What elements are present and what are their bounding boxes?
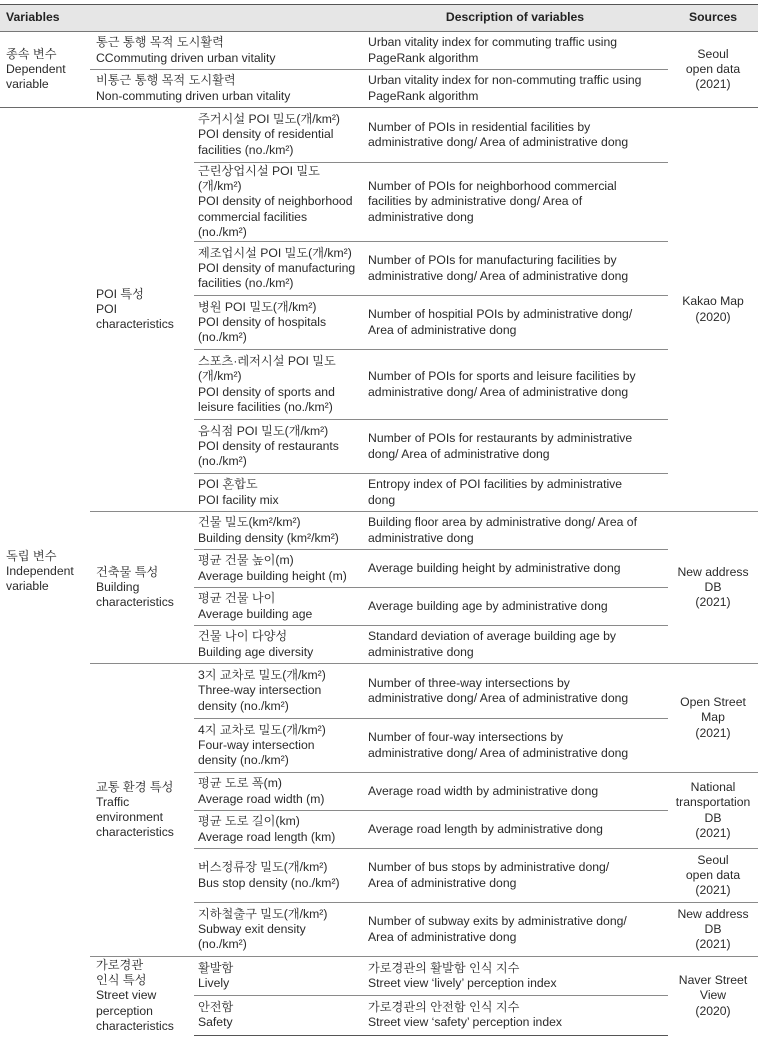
table-row bbox=[0, 957, 758, 996]
building-var-name: 평균 건물 높이(m) Average building height (m) bbox=[194, 550, 362, 588]
source-seoul-open-data: Seoul open data (2021) bbox=[668, 849, 758, 903]
dependent-label: 종속 변수 Dependent variable bbox=[6, 46, 66, 92]
dependent-var-name: 비통근 통행 목적 도시활력 Non-commuting driven urban vitality bbox=[90, 70, 362, 108]
poi-var-name: 제조업시설 POI 밀도(개/km²) POI density of manufacturing facilities (no./km²) bbox=[194, 242, 362, 296]
poi-group-label: POI 특성 POI characteristics bbox=[90, 108, 194, 512]
traffic-var-name: 평균 도로 길이(km) Average road length (km) bbox=[194, 811, 362, 849]
source-new-address-db: New address DB (2021) bbox=[668, 903, 758, 957]
poi-var-desc: Number of POIs for neighborhood commercial facilities by administrative dong/ Area of administrative dong bbox=[362, 163, 668, 242]
poi-var-desc: Number of POIs for manufacturing facilities by administrative dong/ Area of administrative dong bbox=[362, 242, 668, 296]
source-kakao-map: Kakao Map (2020) bbox=[668, 108, 758, 512]
header-sources: Sources bbox=[668, 5, 758, 32]
streetview-var-desc: 가로경관의 안전함 인식 지수 Street view ‘safety’ perception index bbox=[362, 996, 668, 1035]
source-seoul-open-data: Seoul open data (2021) bbox=[685, 46, 741, 92]
traffic-var-desc: Number of three-way intersections by administrative dong/ Area of administrative dong bbox=[362, 664, 668, 719]
traffic-var-name: 버스정류장 밀도(개/km²) Bus stop density (no./km²) bbox=[194, 849, 362, 903]
building-var-name: 건물 밀도(km²/km²) Building density (km²/km²) bbox=[194, 512, 362, 550]
streetview-var-name: 안전함 Safety bbox=[194, 996, 362, 1035]
streetview-var-desc: 가로경관의 활발함 인식 지수 Street view ‘lively’ perception index bbox=[362, 957, 668, 996]
building-var-desc: Average building age by administrative dong bbox=[362, 588, 668, 626]
traffic-var-desc: Number of four-way intersections by administrative dong/ Area of administrative dong bbox=[362, 719, 668, 773]
traffic-var-name: 4지 교차로 밀도(개/km²) Four-way intersection density (no./km²) bbox=[194, 719, 362, 773]
table-row bbox=[0, 664, 758, 719]
poi-var-name: POI 혼합도 POI facility mix bbox=[194, 474, 362, 512]
source-open-street-map: Open Street Map (2021) bbox=[668, 664, 758, 773]
traffic-var-desc: Average road width by administrative dong bbox=[362, 773, 668, 811]
poi-var-desc: Number of POIs in residential facilities by administrative dong/ Area of administrative dong bbox=[362, 108, 668, 163]
poi-var-desc: Number of POIs for sports and leisure facilities by administrative dong/ Area of administrative dong bbox=[362, 350, 668, 420]
streetview-group-label: 가로경관 인식 특성 Street view perception characteristics bbox=[90, 957, 194, 1036]
streetview-var-name: 활발함 Lively bbox=[194, 957, 362, 996]
traffic-var-name: 3지 교차로 밀도(개/km²) Three-way intersection density (no./km²) bbox=[194, 664, 362, 719]
dependent-var-desc: Urban vitality index for commuting traffic using PageRank algorithm bbox=[368, 35, 618, 65]
dependent-var-desc: Urban vitality index for non-commuting traffic using PageRank algorithm bbox=[362, 70, 668, 108]
building-group-label: 건축물 특성 Building characteristics bbox=[90, 512, 194, 664]
table-header bbox=[0, 5, 758, 32]
poi-var-name: 스포츠·레저시설 POI 밀도 (개/km²) POI density of sports and leisure facilities (no./km²) bbox=[194, 350, 362, 420]
traffic-var-desc: Average road length by administrative dong bbox=[362, 811, 668, 849]
poi-var-desc: Entropy index of POI facilities by administrative dong bbox=[362, 474, 668, 512]
poi-var-name: 음식점 POI 밀도(개/km²) POI density of restaurants (no./km²) bbox=[194, 420, 362, 474]
traffic-var-name: 평균 도로 폭(m) Average road width (m) bbox=[194, 773, 362, 811]
building-var-desc: Average building height by administrative dong bbox=[362, 550, 668, 588]
traffic-group-label: 교통 환경 특성 Traffic environment characteristics bbox=[90, 664, 194, 957]
traffic-var-desc: Number of bus stops by administrative dong/ Area of administrative dong bbox=[362, 849, 668, 903]
table-row bbox=[0, 512, 758, 550]
building-var-name: 평균 건물 나이 Average building age bbox=[194, 588, 362, 626]
poi-var-name: 주거시설 POI 밀도(개/km²) POI density of residential facilities (no./km²) bbox=[194, 108, 362, 163]
table-row bbox=[0, 70, 758, 108]
traffic-var-name: 지하철출구 밀도(개/km²) Subway exit density (no./km²) bbox=[194, 903, 362, 957]
building-var-desc: Standard deviation of average building age by administrative dong bbox=[362, 626, 668, 664]
building-var-desc: Building floor area by administrative dong/ Area of administrative dong bbox=[362, 512, 668, 550]
traffic-var-desc: Number of subway exits by administrative dong/ Area of administrative dong bbox=[362, 903, 668, 957]
table-row bbox=[0, 32, 758, 70]
building-var-name: 건물 나이 다양성 Building age diversity bbox=[194, 626, 362, 664]
variables-table bbox=[0, 4, 758, 1036]
poi-var-desc: Number of POIs for restaurants by administrative dong/ Area of administrative dong bbox=[362, 420, 668, 474]
table-row bbox=[0, 108, 758, 163]
dependent-var-name: 통근 통행 목적 도시활력 CCommuting driven urban vitality bbox=[96, 35, 276, 65]
independent-label: 독립 변수 Independent variable bbox=[0, 108, 90, 1036]
poi-var-name: 병원 POI 밀도(개/km²) POI density of hospitals (no./km²) bbox=[194, 296, 362, 350]
source-naver-street-view: Naver Street View (2020) bbox=[668, 957, 758, 1036]
source-national-transportation-db: National transportation DB (2021) bbox=[668, 773, 758, 849]
header-description: Description of variables bbox=[362, 5, 668, 32]
poi-var-name: 근린상업시설 POI 밀도(개/km²) POI density of neighborhood commercial facilities (no./km²) bbox=[194, 163, 362, 242]
source-new-address-db: New address DB (2021) bbox=[668, 512, 758, 664]
poi-var-desc: Number of hospitial POIs by administrative dong/ Area of administrative dong bbox=[362, 296, 668, 350]
header-variables: Variables bbox=[0, 5, 362, 32]
